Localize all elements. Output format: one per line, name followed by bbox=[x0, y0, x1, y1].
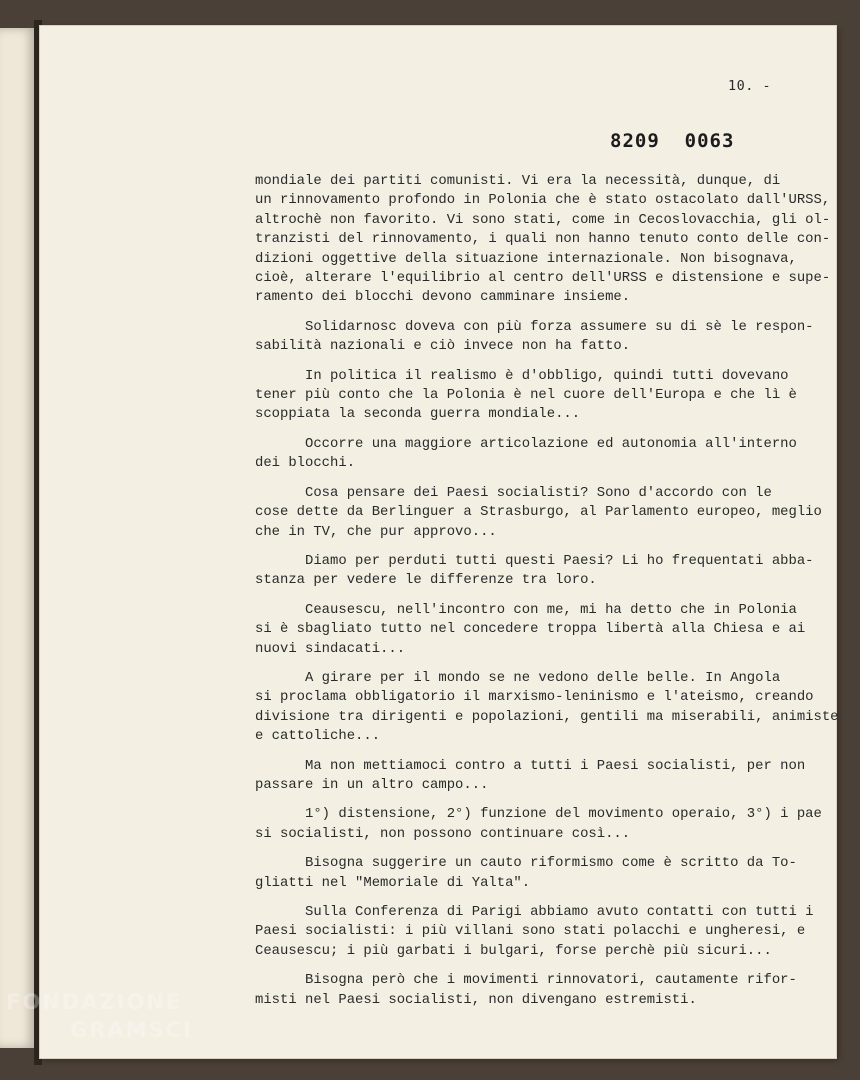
text-line: Occorre una maggiore articolazione ed autonomia all'interno bbox=[255, 435, 797, 452]
text-line: tener più conto che la Polonia è nel cuore dell'Europa e che lì è bbox=[255, 387, 797, 404]
text-line: un rinnovamento profondo in Polonia che è stato ostacolato dall'URSS, bbox=[255, 192, 831, 209]
text-line: Ceausescu; i più garbati i bulgari, forse perchè più sicuri... bbox=[255, 942, 772, 959]
document-body bbox=[255, 172, 839, 1020]
text-line: Diamo per perduti tutti questi Paesi? Li ho frequentati abba- bbox=[255, 552, 814, 569]
watermark-line-2: GRAMSCI bbox=[70, 1018, 193, 1042]
text-line: dei blocchi. bbox=[255, 455, 356, 472]
paragraph bbox=[255, 903, 814, 961]
left-page-edge bbox=[0, 28, 36, 1048]
watermark-line-1: FONDAZIONE bbox=[6, 990, 183, 1014]
paragraph bbox=[255, 435, 800, 474]
text-line: e cattoliche... bbox=[255, 728, 381, 745]
paragraph bbox=[255, 971, 800, 1010]
archive-stamp bbox=[610, 130, 760, 152]
text-line: Cosa pensare dei Paesi socialisti? Sono d'accordo con le bbox=[255, 484, 772, 501]
text-line: misti nel Paesi socialisti, non divengano estremisti. bbox=[255, 991, 697, 1008]
text-line: altrochè non favorito. Vi sono stati, come in Cecoslovacchia, gli ol- bbox=[255, 211, 831, 228]
text-line: Sulla Conferenza di Parigi abbiamo avuto contatti con tutti i bbox=[255, 904, 814, 920]
text-line: Bisogna però che i movimenti rinnovatori, cautamente rifor- bbox=[255, 972, 797, 989]
paragraph bbox=[255, 601, 806, 659]
paragraph bbox=[255, 367, 800, 425]
text-line: sabilità nazionali e ciò invece non ha fatto. bbox=[255, 338, 631, 355]
text-line: A girare per il mondo se ne vedono delle belle. In Angola bbox=[255, 669, 781, 686]
text-line: che in TV, che pur approvo... bbox=[255, 523, 497, 540]
text-line: dizioni oggettive della situazione internazionale. Non bisognava, bbox=[255, 250, 797, 267]
text-line: In politica il realismo è d'obbligo, quindi tutti dovevano bbox=[255, 367, 789, 384]
text-line: Ceausescu, nell'incontro con me, mi ha detto che in Polonia bbox=[255, 601, 797, 618]
text-line: si è sbagliato tutto nel concedere troppa libertà alla Chiesa e ai bbox=[255, 621, 806, 638]
stamp-right-number: 0063 bbox=[684, 130, 735, 152]
paragraph bbox=[255, 552, 814, 591]
paragraph bbox=[255, 172, 831, 308]
text-line: si proclama obbligatorio il marxismo-leninismo e l'ateismo, creando bbox=[255, 689, 814, 706]
text-line: Ma non mettiamoci contro a tutti i Paesi socialisti, per non bbox=[255, 757, 806, 774]
text-line: nuovi sindacati... bbox=[255, 640, 406, 657]
text-line: tranzisti del rinnovamento, i quali non hanno tenuto conto delle con- bbox=[255, 231, 831, 248]
text-line: Bisogna suggerire un cauto riformismo come è scritto da To- bbox=[255, 855, 797, 872]
text-line: scoppiata la seconda guerra mondiale... bbox=[255, 406, 581, 423]
text-line: mondiale dei partiti comunisti. Vi era la necessità, dunque, di bbox=[255, 173, 781, 189]
stamp-left-number: 8209 bbox=[610, 130, 660, 152]
text-line: passare in un altro campo... bbox=[255, 776, 489, 793]
paragraph bbox=[255, 669, 839, 747]
text-line: Solidarnosc doveva con più forza assumere su di sè le respon- bbox=[255, 318, 814, 335]
text-line: cioè, alterare l'equilibrio al centro dell'URSS e distensione e supe- bbox=[255, 270, 831, 287]
text-line: divisione tra dirigenti e popolazioni, gentili ma miserabili, animiste bbox=[255, 708, 839, 725]
text-line: 1°) distensione, 2°) funzione del movimento operaio, 3°) i pae bbox=[255, 806, 822, 823]
watermark-logo bbox=[6, 988, 226, 1044]
text-line: Paesi socialisti: i più villani sono stati polacchi e ungheresi, e bbox=[255, 923, 806, 940]
paragraph bbox=[255, 757, 806, 796]
text-line: gliatti nel "Memoriale di Yalta". bbox=[255, 874, 531, 891]
text-line: cose dette da Berlinguer a Strasburgo, al Parlamento europeo, meglio bbox=[255, 504, 822, 521]
text-line: ramento dei blocchi devono camminare insieme. bbox=[255, 289, 631, 306]
paragraph bbox=[255, 484, 822, 542]
page-number: 10. - bbox=[728, 78, 772, 94]
paragraph bbox=[255, 805, 822, 844]
text-line: si socialisti, non possono continuare così... bbox=[255, 825, 631, 842]
paragraph bbox=[255, 318, 814, 357]
paragraph bbox=[255, 854, 800, 893]
text-line: stanza per vedere le differenze tra loro. bbox=[255, 572, 597, 589]
